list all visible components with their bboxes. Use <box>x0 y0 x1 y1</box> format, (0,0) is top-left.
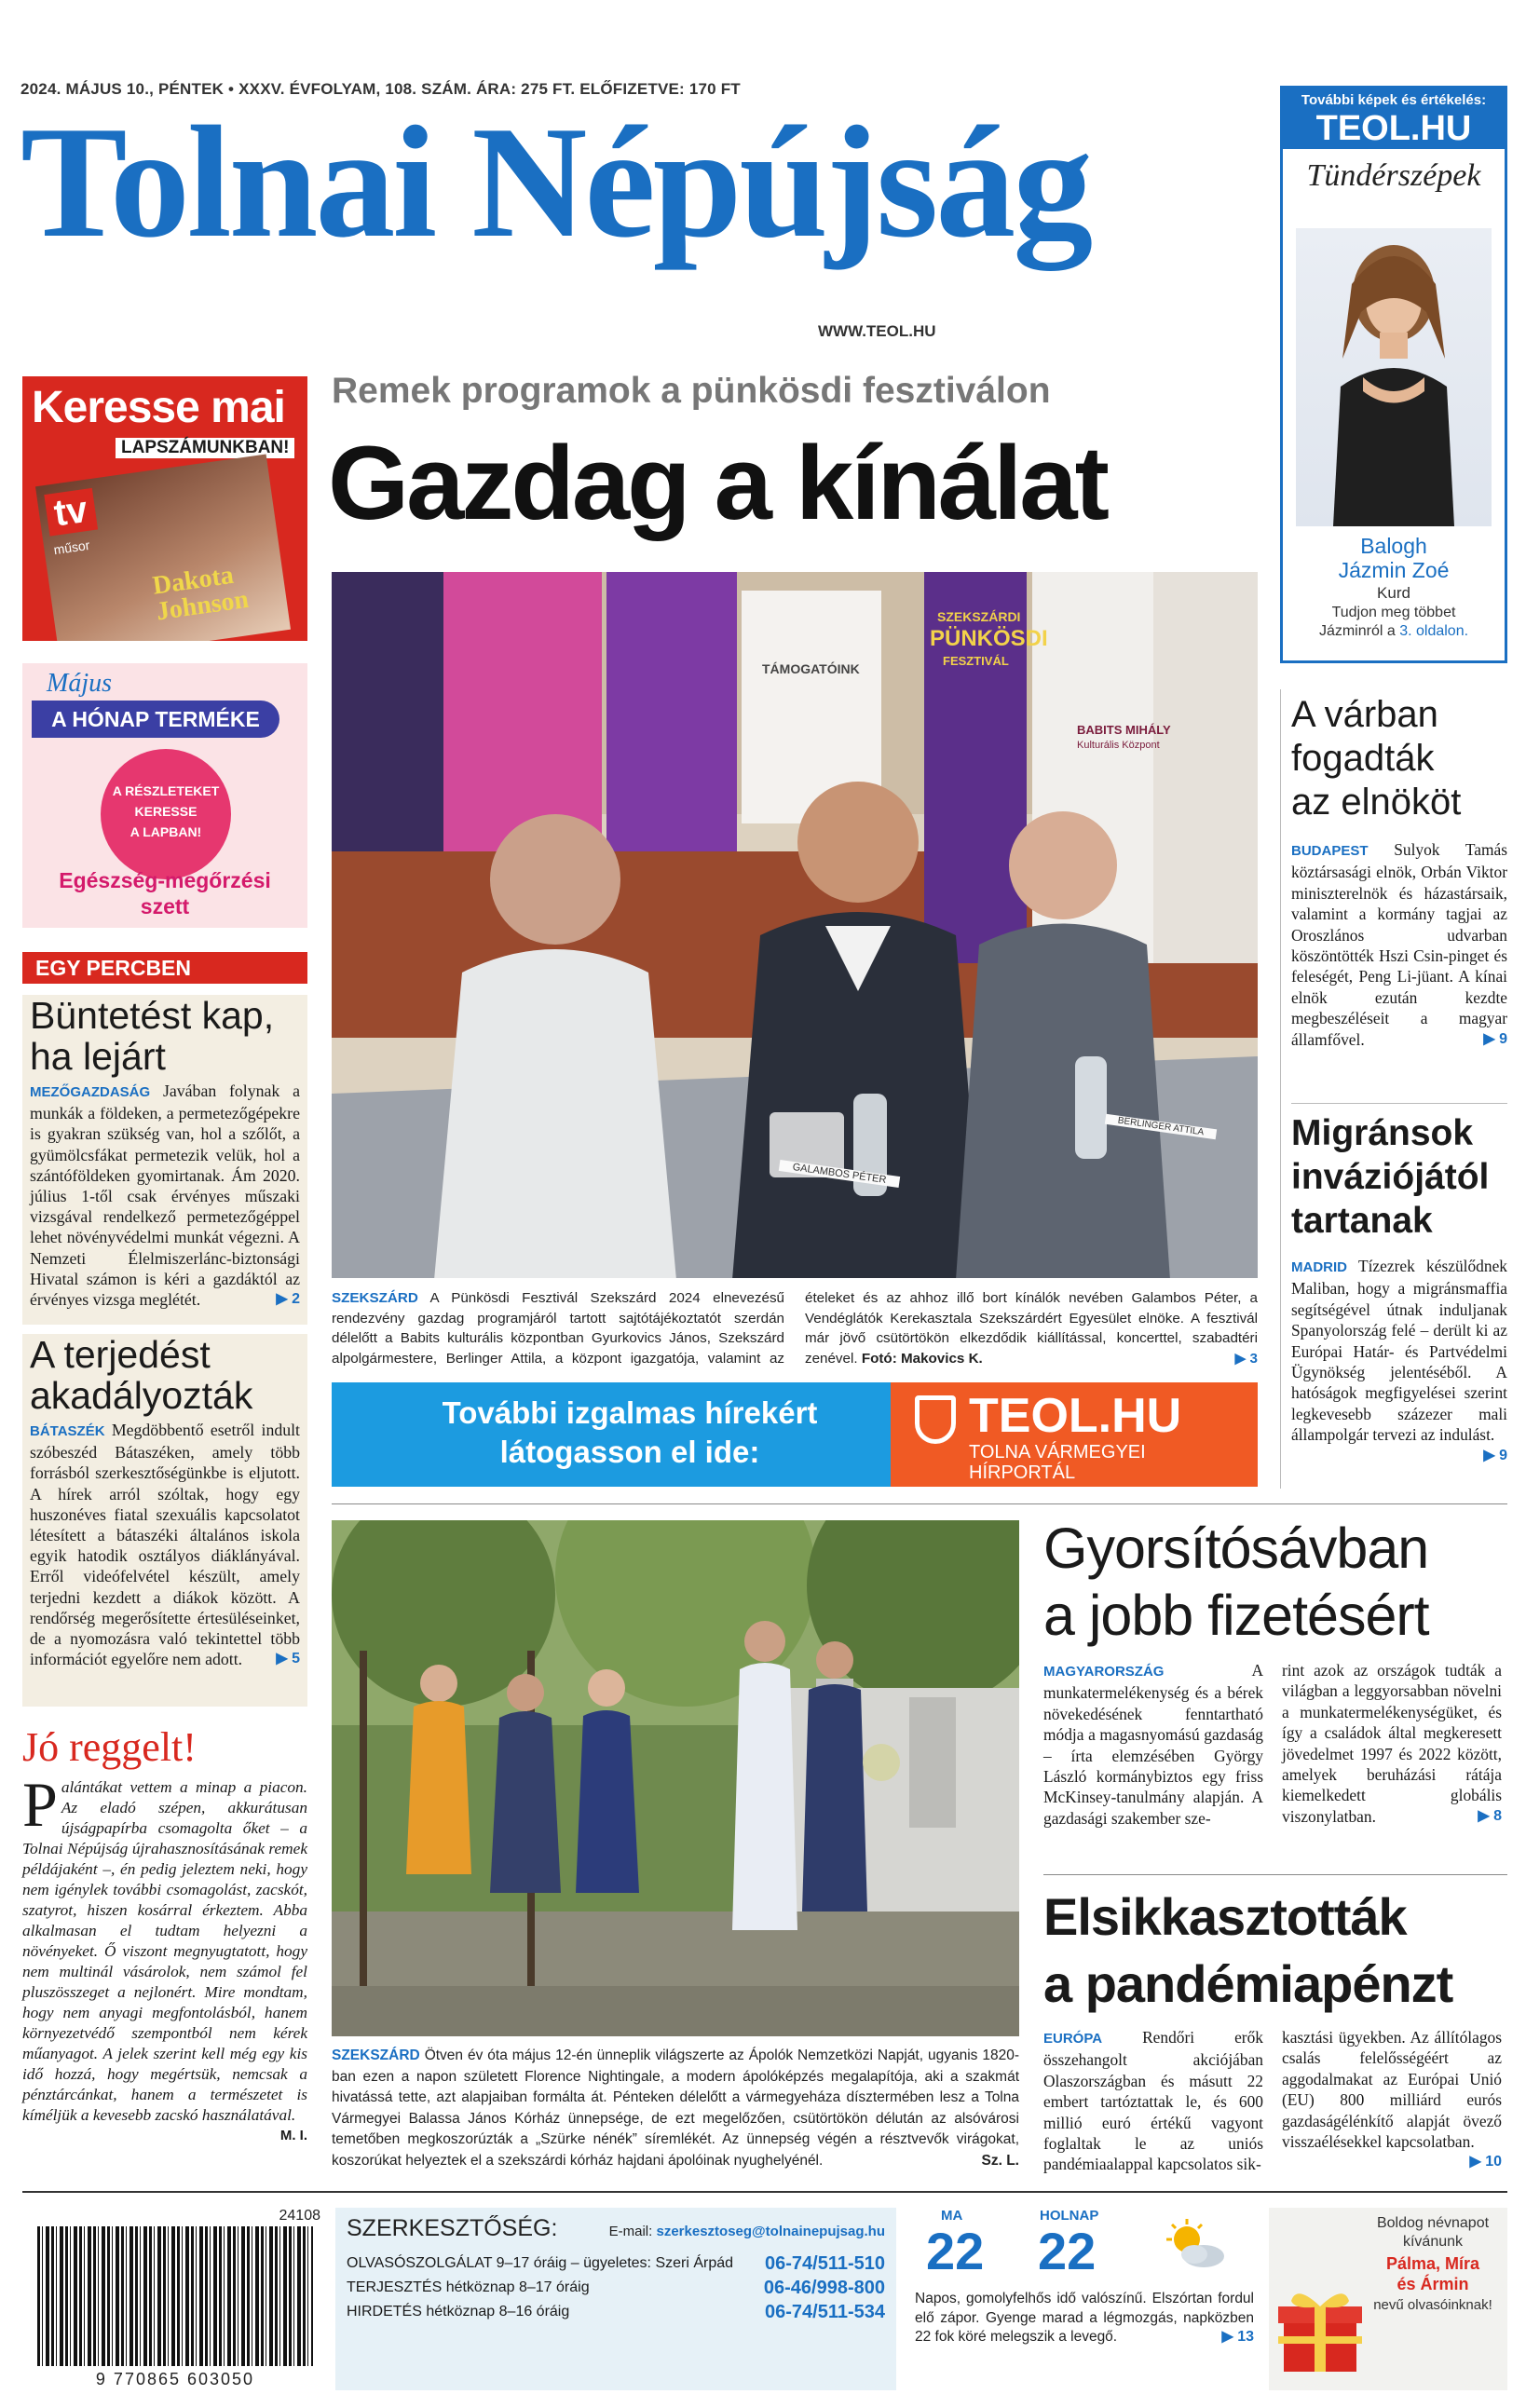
weather-tomorrow-temp: 22 <box>1038 2222 1097 2280</box>
teol-banner-sub1: TOLNA VÁRMEGYEI <box>969 1442 1146 1462</box>
model-more-line1: Tudjon meg többet <box>1331 605 1456 620</box>
editorial-email[interactable]: szerkesztoseg@tolnainepujsag.hu <box>656 2224 885 2239</box>
pandemic-title-line1: Elsikkasztották <box>1043 1887 1407 1946</box>
pandemic-col-1 <box>1043 2027 1263 2175</box>
wages-body <box>1043 1660 1507 1829</box>
teol-banner-sub2: HÍRPORTÁL <box>969 1462 1076 1483</box>
teol-banner[interactable] <box>332 1382 1258 1487</box>
pandemic-article <box>1043 1884 1507 2175</box>
newspaper-title: Tolnai Népújság <box>20 94 1091 271</box>
nameday-names-line2: és Ármin <box>1397 2275 1469 2293</box>
left-article-2-title-line1: A terjedést <box>30 1333 211 1376</box>
month-product-line2: szett <box>140 894 190 918</box>
right-column-divider <box>1280 689 1281 1489</box>
teol-banner-orange <box>891 1382 1258 1487</box>
right-article-1-page[interactable]: ▶ 9 <box>1483 1030 1507 1047</box>
barcode-bars <box>37 2226 313 2366</box>
left-article-2-page[interactable]: ▶ 5 <box>276 1651 300 1667</box>
editorial-email-line <box>609 2224 885 2239</box>
namecard-galambos: GALAMBOS PÉTER <box>779 1160 900 1188</box>
model-more-link[interactable]: 3. oldalon. <box>1399 623 1469 639</box>
month-product-promo[interactable] <box>22 663 307 928</box>
tv-logo-sub: műsor <box>52 537 91 558</box>
right-article-1-title-line1: A várban <box>1291 694 1438 735</box>
nameday-line1: Boldog névnapot <box>1376 2215 1490 2231</box>
pandemic-rule <box>1043 1874 1507 1875</box>
editorial-row-3-detail: hétköznap 8–16 óráig <box>426 2304 570 2320</box>
pandemic-col-2-text: kasztási ügyekben. Az állítólagos csalás felelősségéért az aggodalmakat az Európai Unió (EU) 800 milliárd eurós gazdaságélénkítő alapját övező visszaélésekkel kapcsolatban. <box>1282 2028 1502 2152</box>
poster-title-line2: PÜNKÖSDI <box>930 626 1048 651</box>
weather-box <box>907 2208 1258 2390</box>
teol-box-script-title: Tündérszépek <box>1306 158 1481 193</box>
right-article-1-title-line3: az elnököt <box>1291 782 1462 823</box>
wages-col-2 <box>1282 1660 1502 1829</box>
sun-cloud-icon <box>1163 2217 1228 2273</box>
sponsors-title: TÁMOGATÓINK <box>762 661 860 676</box>
teol-banner-line1: További izgalmas hírekért <box>442 1395 818 1430</box>
jo-reggelt-dropcap: P <box>22 1769 58 1840</box>
gift-icon <box>1278 2284 1362 2374</box>
editorial-row-3-phone[interactable]: 06-74/511-534 <box>764 2302 885 2322</box>
right-article-1-text: Sulyok Tamás köztársasági elnök, Orbán Viktor miniszterelnök és házastársaik, valamint a kormány tagjai az Oroszlános udvarban köszöntötték Hszi Csin-pinget és feleségét, Peng Li-jüant. A kínai elnök ezután kezdte megbeszéléseit a magyar államfővel. <box>1291 840 1507 1049</box>
dateline: 2024. MÁJUS 10., PÉNTEK • XXXV. ÉVFOLYAM, 108. SZÁM. ÁRA: 275 FT. ELŐFIZETVE: 170 FT <box>20 80 741 98</box>
right-article-2-kicker: MADRID <box>1291 1259 1347 1275</box>
pandemic-page[interactable]: ▶ 10 <box>1469 2154 1502 2170</box>
wages-page[interactable]: ▶ 8 <box>1478 1807 1502 1824</box>
right-article-2-page[interactable]: ▶ 9 <box>1483 1447 1507 1463</box>
left-article-1-title-line2: ha lejárt <box>30 1035 166 1078</box>
namecard-berlinger: BERLINGER ATTILA <box>1105 1114 1217 1140</box>
editorial-row-3 <box>347 2300 885 2324</box>
lead-caption-kicker: SZEKSZÁRD <box>332 1290 418 1306</box>
right-article-2-text: Tízezrek készülődnek Maliban, hogy a migránsmaffia segítségével útnak induljanak Spanyolország felé – derült ki az Európai Határ- és Partvédelmi Ügynökség jelentéséből. A hatóságok megfigyelései szerint legkevesebb százezer mali állampolgár tervezi az indulást. <box>1291 1257 1507 1445</box>
nameday-names-line1: Pálma, Míra <box>1385 2254 1480 2273</box>
month-badge-line3: A LAPBAN! <box>129 824 202 839</box>
teol-banner-line2: látogasson el ide: <box>499 1435 760 1469</box>
barcode <box>28 2208 322 2394</box>
nurses-caption-author: Sz. L. <box>981 2152 1019 2169</box>
teol-box-brand: TEOL.HU <box>1283 108 1505 149</box>
right-article-2-title-line1: Migránsok <box>1291 1113 1474 1153</box>
pandemic-col-1-text: Rendőri erők összehangolt akciójában Olaszországban és másutt 22 embert tartóztattak le, és 600 millió euró értékű vagyont foglaltak le az uniós pandémiaalappal kapcsolatos sik- <box>1043 2028 1263 2174</box>
model-photo <box>1296 228 1492 526</box>
editorial-row-1 <box>347 2252 885 2276</box>
model-more-text: Jázminról a <box>1318 623 1396 639</box>
editorial-box <box>335 2208 896 2390</box>
right-article-1-title-line2: fogadták <box>1291 738 1435 779</box>
wages-title-line2: a jobb fizetésért <box>1043 1584 1429 1647</box>
month-title: A HÓNAP TERMÉKE <box>32 701 279 738</box>
teol-banner-brand: TEOL.HU <box>969 1389 1182 1443</box>
left-article-2 <box>22 1334 307 1707</box>
lead-subtitle: Remek programok a pünkösdi fesztiválon <box>332 371 1051 411</box>
editorial-row-2-detail: hétköznap 8–17 óráig <box>445 2279 590 2295</box>
wages-article <box>1043 1515 1507 1829</box>
jo-reggelt-body <box>22 1769 307 2143</box>
pandemic-kicker: EURÓPA <box>1043 2031 1103 2047</box>
weather-text-body: Napos, gomolyfelhős idő valószínű. Elszórtan fordul elő zápor. Gyenge marad a légmozgás, napközben 22 fok köré melegszik a levegő. <box>915 2291 1254 2345</box>
weather-page[interactable]: ▶ 13 <box>1221 2329 1254 2345</box>
right-article-2 <box>1291 1103 1507 1466</box>
lead-caption-credit: Fotó: Makovics K. <box>861 1350 983 1367</box>
model-name-line2: Jázmin Zoé <box>1338 558 1450 582</box>
nameday-line2: kívánunk <box>1402 2234 1464 2250</box>
egy-percben-label: EGY PERCBEN <box>22 952 307 984</box>
left-article-1 <box>22 995 307 1325</box>
editorial-row-1-label: OLVASÓSZOLGÁLAT <box>347 2255 493 2271</box>
tv-logo: tv <box>44 488 97 537</box>
left-article-1-kicker: MEZŐGAZDASÁG <box>30 1084 151 1100</box>
wages-col-2-text: rint azok az országok tudták a világban a leggyorsabban növelni a munkatermelékenységüket, és így a családok által megkeresett jövedelmet 1997 és 2022 között, amelyek beruházási rátája kiemelkedett globális viszonylatban. <box>1282 1661 1502 1826</box>
jo-reggelt-author: M. I. <box>279 2128 307 2143</box>
nurses-caption-kicker: SZEKSZÁRD <box>332 2047 420 2063</box>
month-badge <box>101 749 231 879</box>
venue-sign-line1: BABITS MIHÁLY <box>1077 723 1171 737</box>
weather-tomorrow-label: HOLNAP <box>1040 2208 1099 2224</box>
weather-today-label: MA <box>941 2208 963 2224</box>
left-article-2-text: Megdöbbentő esetről indult szóbeszéd Bátaszéken, amely több forrásból szerkesztőségünkbe is eljutott. A hírek arról szóltak, hogy egy huszonéves fiatal szexuális kapcsolatot létesített a bátaszéki általános iskola egyik hatodik osztályos diáklányával. Erről videófelvétel készült, amely terjedni kezdett a diákok között. A rendőrség megerősítette értesüléseinket, de a nyomozásra való tekintettel több információt egyelőre nem adott. <box>30 1421 300 1669</box>
website-label[interactable]: WWW.TEOL.HU <box>818 322 936 340</box>
tv-cover-text: Dakota Johnson <box>150 560 251 627</box>
editorial-row-2 <box>347 2276 885 2300</box>
nurses-caption <box>332 2046 1019 2172</box>
model-location: Kurd <box>1377 584 1410 602</box>
model-name-line1: Balogh <box>1360 534 1427 558</box>
lower-section-rule <box>332 1503 1507 1504</box>
wages-kicker: MAGYARORSZÁG <box>1043 1664 1165 1680</box>
right-article-2-body <box>1291 1256 1507 1463</box>
right-article-1 <box>1291 693 1507 1050</box>
month-script: Május <box>47 669 112 698</box>
poster-title-line3: FESZTIVÁL <box>943 654 1009 668</box>
right-article-1-kicker: BUDAPEST <box>1291 843 1369 859</box>
left-article-2-title-line2: akadályozták <box>30 1374 253 1417</box>
right-article-1-body <box>1291 839 1507 1050</box>
footer-rule <box>22 2191 1507 2193</box>
jo-reggelt-column <box>22 1769 307 2146</box>
poster-title-line1: SZEKSZÁRDI <box>937 609 1021 624</box>
right-article-2-title-line3: tartanak <box>1291 1201 1433 1241</box>
teol-promo-box[interactable] <box>1280 86 1507 663</box>
wages-col-1-text: A munkatermelékenység és a bérek növekedésének fenntartható módja a magasnyomású gazdaság – írta elemzésében György László kormánybiztos egy friss McKinsey-tanulmány alapján. A gazdasági szakember sze- <box>1043 1661 1263 1828</box>
nameday-line3: nevű olvasóinknak! <box>1373 2297 1492 2313</box>
lead-photo <box>332 572 1258 1278</box>
left-article-1-text: Javában folynak a munkák a földeken, a permetezőgépekre is gyakran szükség van, hol a szőlőt, a gyümölcsfákat permetezik velük, hol a szántóföldeken gyomirtanak. Ám 2020. július 1-től csak érvényes műszaki vizsgával rendelkező permetezőgéppel lehet növényvédelmi munkát végezni. A Nemzeti Élelmiszerlánc-biztonsági Hivatal számon is kéri a gazdáktól az érvényes vizsga meglétét. <box>30 1082 300 1310</box>
pandemic-body <box>1043 2027 1507 2175</box>
tv-promo-line1: Keresse mai <box>32 383 285 432</box>
editorial-row-1-phone[interactable]: 06-74/511-510 <box>764 2253 885 2274</box>
lead-caption-text: A Pünkösdi Fesztivál Szekszárd 2024 elnevezésű rendezvény gazdag programjáról tartott sajtótájékoztatót szerdán délelőtt a Babits kulturális központban Gyurkovics János, Szekszárd alpolgármestere, Berlinger Attila, a központ igazgatója, valamint az ételeket és az ahhoz illő bort kínálók nevében Galambos Péter, a Vendéglátók Kerekasztala Szekszárdért Egyesület elnöke. A fesztivál már jövő csütörtökön elkezdődik kiállítással, koncerttel, szabadtéri zenével. <box>332 1290 1258 1367</box>
wages-title-line1: Gyorsítósávban <box>1043 1517 1429 1580</box>
editorial-email-label: E-mail: <box>608 2224 653 2239</box>
pandemic-col-2 <box>1282 2027 1502 2175</box>
teol-shield-icon <box>915 1395 956 1444</box>
nameday-box <box>1269 2208 1507 2390</box>
left-article-2-body <box>22 1416 307 1669</box>
barcode-bottom-number: 9 770865 603050 <box>95 2370 255 2388</box>
lead-caption-page[interactable]: ▶ 3 <box>1234 1350 1258 1367</box>
tv-promo[interactable] <box>22 376 307 641</box>
tv-promo-line2: LAPSZÁMUNKBAN! <box>116 438 294 458</box>
month-badge-line2: KERESSE <box>134 804 198 819</box>
right-article-2-title-line2: inváziójától <box>1291 1157 1490 1197</box>
month-product-line1: Egészség-megőrzési <box>59 868 271 892</box>
teol-box-header: További képek és értékelés: <box>1283 88 1505 108</box>
editorial-row-2-phone[interactable]: 06-46/998-800 <box>763 2278 885 2298</box>
venue-sign-line2: Kulturális Központ <box>1077 740 1160 751</box>
jo-reggelt-title: Jó reggelt! <box>22 1724 197 1770</box>
month-badge-line1: A RÉSZLETEKET <box>112 783 220 798</box>
left-article-1-body <box>22 1077 307 1310</box>
left-article-2-kicker: BÁTASZÉK <box>30 1423 105 1439</box>
weather-today-temp: 22 <box>926 2222 985 2280</box>
editorial-row-1-detail: 9–17 óráig – ügyeletes: Szeri Árpád <box>496 2255 734 2271</box>
nurses-photo <box>332 1520 1019 2036</box>
lead-caption <box>332 1288 1258 1370</box>
editorial-row-3-label: HIRDETÉS <box>347 2304 422 2320</box>
editorial-label: SZERKESZTŐSÉG: <box>347 2215 558 2241</box>
lead-headline: Gazdag a kínálat <box>328 425 1107 541</box>
tv-magazine-cover <box>35 455 291 641</box>
wages-col-1 <box>1043 1660 1263 1829</box>
barcode-top-number: 24108 <box>279 2208 320 2224</box>
pandemic-title-line2: a pandémiapénzt <box>1043 1954 1453 2013</box>
model-more-line2 <box>1283 623 1505 640</box>
left-article-1-title-line1: Büntetést kap, <box>30 994 275 1037</box>
jo-reggelt-text: alántákat vettem a minap a piacon. Az eladó szépen, akkurátusan újságpapírba csomagolta őket – a Tolnai Népújság újrahasznosításának remek példájaként –, én pedig jeleztem neki, hogy nem igénylek további csomagolást, zacskót, szatyrot, hiszen kosárral érkeztem. Abba alkalmasan el tudtam helyezni a növényeket. Ő viszont megnyugtatott, hogy nem multinál vásárolok, nem számol fel pluszösszeget a nejlonért. Mire mondtam, hogy nem anyagi megfontolásból, hanem környezetvédő szempontból nem kérek műanyagot. A jelek szerint kell még egy kis idő hozzá, hogy megértsük, nemcsak a pénztárcánkat, hanem a természetet is kíméljük a kevesebb zacskó használatával. <box>22 1778 307 2124</box>
nurses-caption-text: Ötven év óta május 12-én ünneplik világszerte az Ápolók Nemzetközi Napját, ugyanis 1820-ban ezen a napon született Florence Nightingale, a modern ápolóképzés megalapítója, aki a szakmát hivatássá tette, azt alapjaiban formálta át. Pénteken délelőtt a vármegyeháza dísztermében lesz a Tolna Vármegyei Balassa János Kórház ünnepsége, de ezt megelőzően, csütörtökön délután az alsóvárosi temetőben megkoszorúzták a „Szürke nénék” síremlékét. Az ünnepség végén a résztvevők virágokat, koszorúkat helyeztek el a szekszárdi kórház hajdani ápolóinak nyughelyénél. <box>332 2047 1020 2169</box>
left-article-1-page[interactable]: ▶ 2 <box>276 1291 300 1308</box>
editorial-row-2-label: TERJESZTÉS <box>347 2279 443 2295</box>
weather-text <box>915 2290 1254 2347</box>
